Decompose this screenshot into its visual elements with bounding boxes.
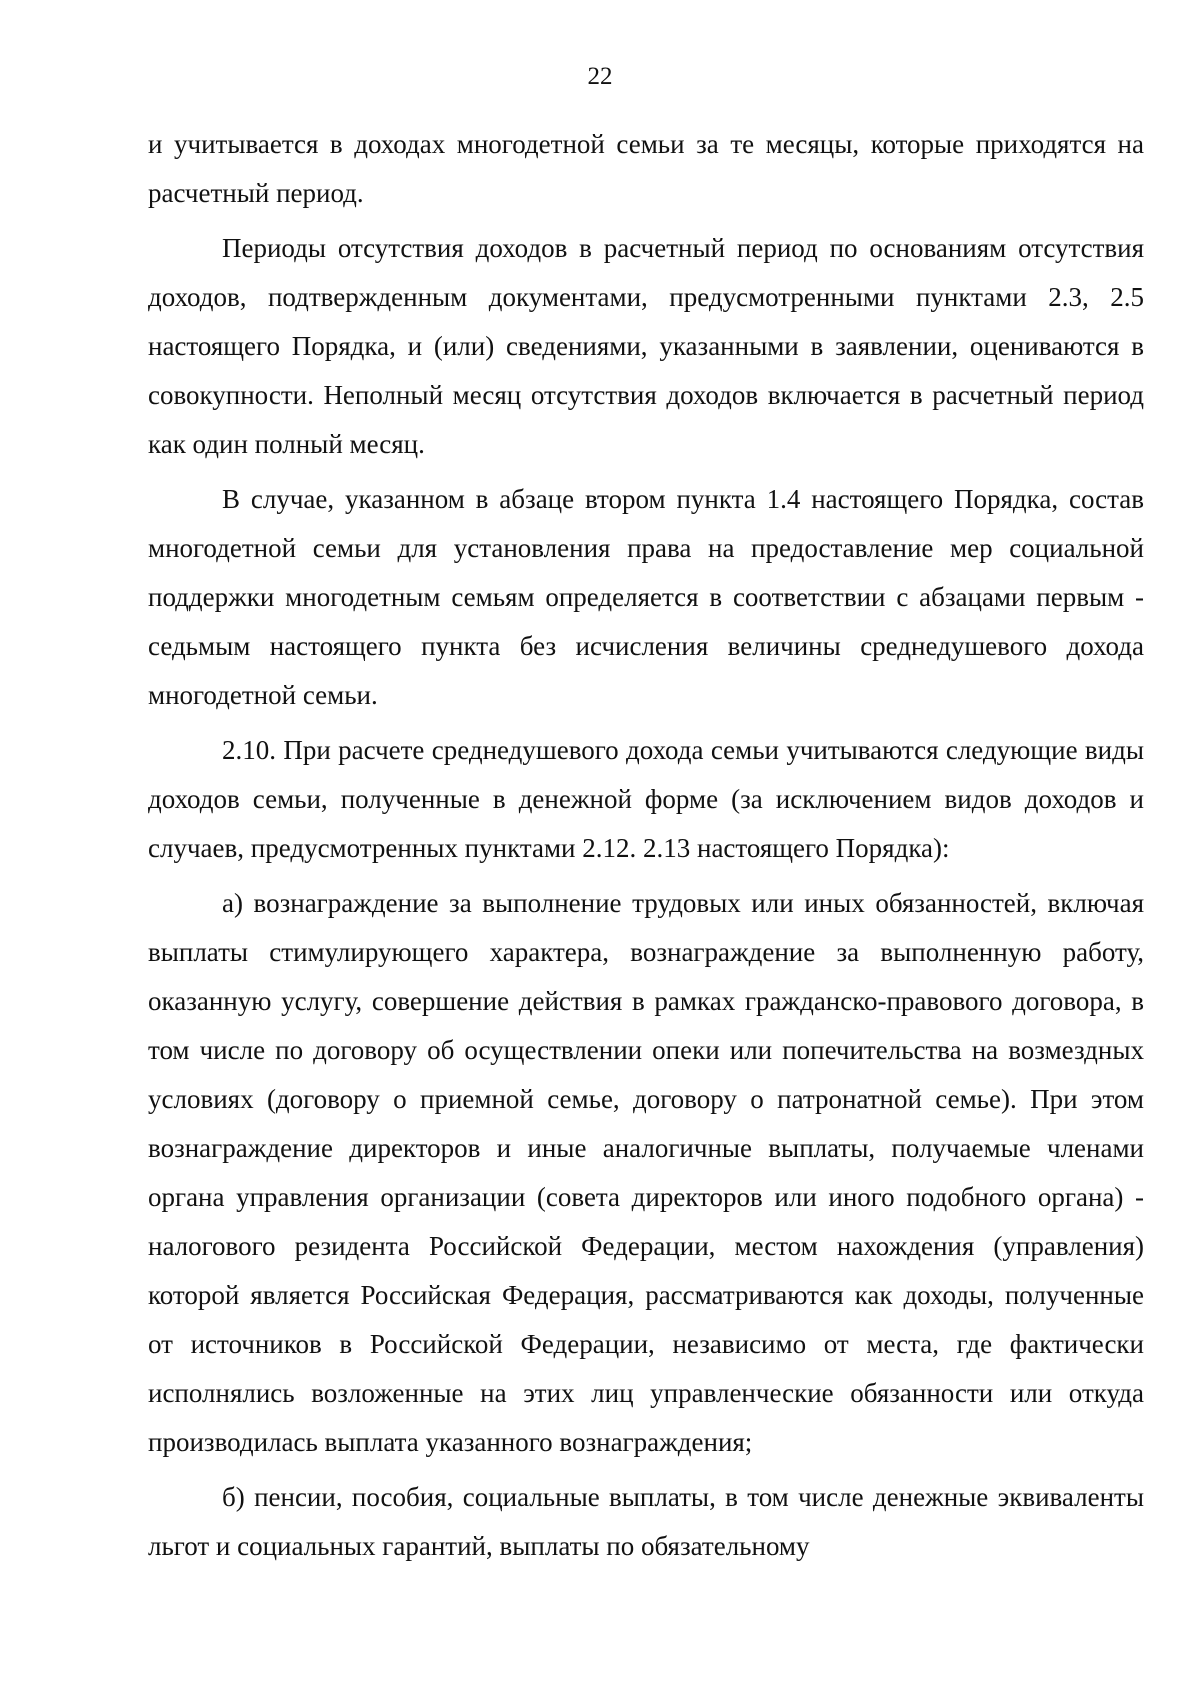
paragraph-continuation: и учитывается в доходах многодетной семьи за те месяцы, которые приходятся на расчетный период.: [148, 129, 1144, 208]
page-number: 22: [587, 63, 613, 90]
paragraph-item-b: б) пенсии, пособия, социальные выплаты, в том числе денежные эквиваленты льгот и социальных гарантий, выплаты по обязательному: [148, 1482, 1144, 1561]
document-body: [148, 120, 1144, 1571]
paragraph-2-10: 2.10. При расчете среднедушевого дохода семьи учитываются следующие виды доходов семьи, полученные в денежной форме (за исключением видов доходов и случаев, предусмотренных пунктами 2.12. 2.13 настоящего Порядка):: [148, 735, 1144, 863]
paragraph-family-composition: В случае, указанном в абзаце втором пункта 1.4 настоящего Порядка, состав многодетной семьи для установления права на предоставление мер социальной поддержки многодетным семьям определяется в соответствии с абзацами первым - седьмым настоящего пункта без исчисления величины среднедушевого дохода многодетной семьи.: [148, 484, 1144, 710]
paragraph-income-absence-periods: Периоды отсутствия доходов в расчетный период по основаниям отсутствия доходов, подтвержденным документами, предусмотренными пунктами 2.3, 2.5 настоящего Порядка, и (или) сведениями, указанными в заявлении, оцениваются в совокупности. Неполный месяц отсутствия доходов включается в расчетный период как один полный месяц.: [148, 233, 1144, 459]
paragraph-item-a: а) вознаграждение за выполнение трудовых или иных обязанностей, включая выплаты стимулирующего характера, вознаграждение за выполненную работу, оказанную услугу, совершение действия в рамках гражданско-правового договора, в том числе по договору об осуществлении опеки или попечительства на возмездных условиях (договору о приемной семье, договору о патронатной семье). При этом вознаграждение директоров и иные аналогичные выплаты, получаемые членами органа управления организации (совета директоров или иного подобного органа) - налогового резидента Российской Федерации, местом нахождения (управления) которой является Российская Федерация, рассматриваются как доходы, полученные от источников в Российской Федерации, независимо от места, где фактически исполнялись возложенные на этих лиц управленческие обязанности или откуда производилась выплата указанного вознаграждения;: [148, 888, 1144, 1457]
